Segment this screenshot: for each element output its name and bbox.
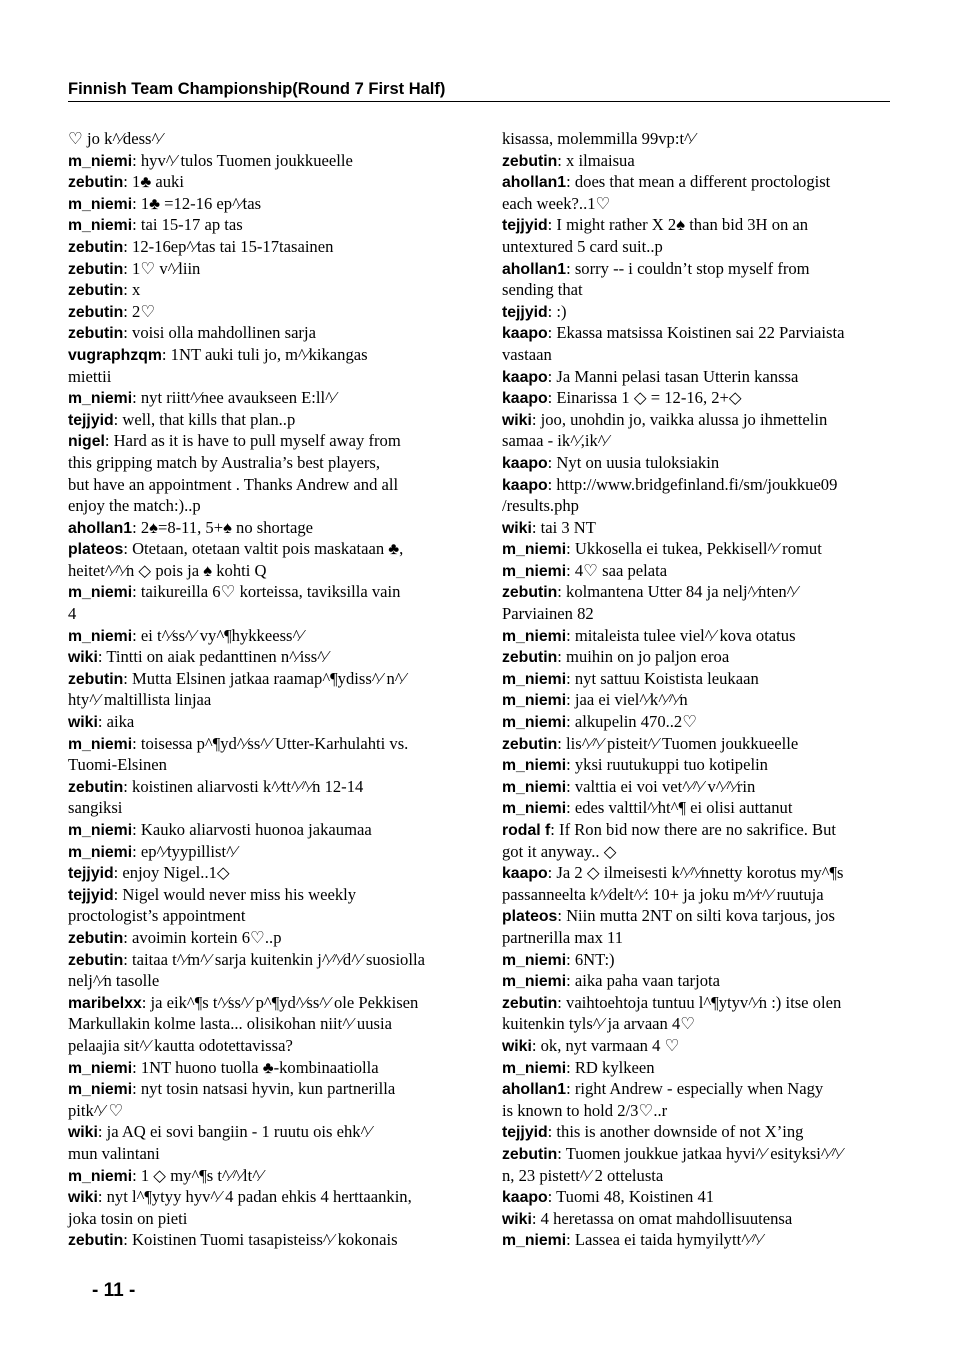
message-continuation: joka tosin on pieti	[68, 1208, 188, 1228]
chat-line	[68, 646, 466, 668]
speaker-name: m_niemi	[502, 757, 567, 775]
speaker-name: kaapo	[502, 476, 548, 494]
message-text: : Ja 2 ◇ ilmeisesti k^⁄^⁄nnetty korotus my^¶s	[547, 863, 844, 883]
speaker-name: kaapo	[502, 1189, 548, 1207]
speaker-name: m_niemi	[502, 541, 567, 559]
chat-line	[502, 387, 894, 409]
chat-line	[502, 668, 894, 690]
speaker-name: ahollan1	[502, 1081, 567, 1099]
chat-line	[502, 711, 894, 733]
message-text: : Otetaan, otetaan valtit pois maskataan ♣,	[123, 539, 404, 559]
speaker-name: tejjyid	[502, 217, 548, 235]
chat-line	[502, 970, 894, 992]
right-column	[502, 128, 894, 1251]
chat-line	[68, 1121, 466, 1143]
speaker-name: m_niemi	[68, 735, 133, 753]
speaker-name: zebutin	[502, 994, 558, 1012]
message-continuation: kisassa, molemmilla 99vp:t^⁄	[502, 129, 695, 148]
chat-line	[502, 776, 894, 798]
speaker-name: zebutin	[502, 152, 558, 170]
speaker-name: zebutin	[68, 778, 124, 796]
message-continuation: miettii	[68, 366, 112, 386]
message-text: : Nigel would never miss his weekly	[113, 884, 357, 904]
message-text: : 4 heretassa on omat mahdollisuutensa	[531, 1208, 793, 1228]
message-text: : Hard as it is have to pull myself away from	[104, 431, 401, 451]
message-text: : Einarissa 1 ◇ = 12-16, 2+◇	[547, 388, 742, 408]
chat-line	[68, 603, 466, 625]
message-text: : :)	[547, 301, 567, 321]
message-text: : jaa ei viel^⁄k^⁄^⁄n	[566, 690, 688, 710]
message-text: : tai 15-17 ap tas	[132, 215, 243, 235]
message-text: : nyt tosin natsasi hyvin, kun partnerilla	[132, 1079, 396, 1099]
speaker-name: wiki	[502, 411, 532, 429]
chat-line	[68, 387, 466, 409]
speaker-name: tejjyid	[68, 865, 114, 883]
chat-line	[502, 236, 894, 258]
chat-line	[502, 560, 894, 582]
chat-line	[502, 258, 894, 280]
chat-line	[502, 733, 894, 755]
chat-line	[502, 841, 894, 863]
chat-line	[502, 1057, 894, 1079]
chat-line	[68, 797, 466, 819]
message-text: : http://www.bridgefinland.fi/sm/joukkue09	[547, 474, 838, 494]
chat-line	[68, 625, 466, 647]
chat-line	[68, 538, 466, 560]
message-text: : 4♡ saa pelata	[566, 560, 668, 580]
chat-line	[502, 1165, 894, 1187]
chat-line	[68, 452, 466, 474]
message-continuation: proctologist’s appointment	[68, 906, 246, 926]
page-header	[68, 78, 888, 100]
chat-line	[68, 474, 466, 496]
speaker-name: kaapo	[502, 865, 548, 883]
chat-line	[68, 949, 466, 971]
message-continuation: this gripping match by Australia’s best players,	[68, 452, 381, 472]
speaker-name: kaapo	[502, 325, 548, 343]
chat-line	[502, 366, 894, 388]
chat-line	[68, 711, 466, 733]
message-text: : edes valttil^⁄ht^¶ ei olisi auttanut	[566, 798, 793, 818]
speaker-name: zebutin	[68, 238, 124, 256]
speaker-name: wiki	[502, 1210, 532, 1228]
message-text: : lis^⁄^⁄ pisteit^⁄ Tuomen joukkueelle	[557, 733, 799, 753]
chat-line	[502, 1013, 894, 1035]
chat-line	[68, 884, 466, 906]
message-continuation: pelaajia sit^⁄ kautta odotettavissa?	[68, 1035, 293, 1055]
speaker-name: m_niemi	[68, 584, 133, 602]
message-text: : Kauko aliarvosti huonoa jakaumaa	[132, 820, 372, 839]
message-continuation: pitk^⁄ ♡	[68, 1100, 124, 1120]
message-text: : 1NT auki tuli jo, m^⁄kikangas	[161, 344, 368, 364]
chat-line	[502, 1078, 894, 1100]
chat-line	[68, 301, 466, 323]
message-text: : Tuomen joukkue jatkaa hyvi^⁄ esityksi^⁄^⁄	[557, 1143, 843, 1163]
speaker-name: kaapo	[502, 390, 548, 408]
speaker-name: m_niemi	[502, 562, 567, 580]
speaker-name: zebutin	[68, 282, 124, 300]
speaker-name: m_niemi	[502, 627, 567, 645]
chat-line	[68, 279, 466, 301]
chat-line	[68, 970, 466, 992]
chat-line	[502, 1208, 894, 1230]
message-continuation: Parviainen 82	[502, 604, 594, 624]
speaker-name: m_niemi	[502, 714, 567, 732]
chat-line	[502, 1121, 894, 1143]
chat-line	[502, 171, 894, 193]
speaker-name: kaapo	[502, 368, 548, 386]
message-continuation: partnerilla max 11	[502, 927, 624, 947]
speaker-name: wiki	[502, 1037, 532, 1055]
chat-line	[502, 214, 894, 236]
speaker-name: wiki	[502, 519, 532, 537]
chat-line	[68, 841, 466, 863]
message-text: : Koistinen Tuomi tasapisteiss^⁄ kokonais	[123, 1230, 398, 1250]
speaker-name: m_niemi	[68, 822, 133, 839]
chat-line	[68, 409, 466, 431]
chat-line	[68, 927, 466, 949]
message-continuation: each week?..1♡	[502, 193, 611, 213]
speaker-name: zebutin	[502, 735, 558, 753]
chat-line	[68, 128, 466, 150]
message-continuation: ♡ jo k^⁄dess^⁄	[68, 129, 163, 148]
speaker-name: zebutin	[68, 951, 124, 969]
chat-line	[502, 625, 894, 647]
message-continuation: vastaan	[502, 344, 552, 364]
message-text: : If Ron bid now there are no sakrifice. But	[550, 820, 836, 839]
chat-line	[502, 279, 894, 301]
speaker-name: m_niemi	[502, 778, 567, 796]
speaker-name: zebutin	[68, 303, 124, 321]
message-text: : Mutta Elsinen jatkaa raamap^¶ydiss^⁄ n^⁄	[123, 668, 406, 688]
chat-line	[502, 754, 894, 776]
message-continuation: heitet^⁄^⁄n ◇ pois ja ♠ kohti Q	[68, 560, 267, 580]
message-text: : aika paha vaan tarjota	[566, 971, 720, 991]
chat-line	[68, 495, 466, 517]
message-text: : Ukkosella ei tukea, Pekkisell^⁄ romut	[566, 539, 822, 559]
speaker-name: m_niemi	[68, 1081, 133, 1099]
chat-line	[502, 128, 894, 150]
speaker-name: m_niemi	[68, 1059, 133, 1077]
chat-line	[68, 862, 466, 884]
document-title: Finnish Team Championship(Round 7 First Half)	[68, 80, 446, 98]
message-continuation: kuitenkin tyls^⁄ ja arvaan 4♡	[502, 1014, 696, 1034]
message-text: : valttia ei voi vet^⁄^⁄ v^⁄^⁄rin	[566, 776, 756, 796]
chat-line	[502, 819, 894, 841]
speaker-name: zebutin	[68, 670, 124, 688]
message-continuation: nelj^⁄n tasolle	[68, 971, 160, 991]
message-continuation: is known to hold 2/3♡..r	[502, 1100, 668, 1120]
chat-line	[68, 754, 466, 776]
chat-line	[68, 430, 466, 452]
message-text: : 1♣ =12-16 ep^⁄tas	[132, 193, 262, 213]
chat-line	[502, 927, 894, 949]
message-text: : 1♣ auki	[123, 172, 184, 192]
chat-line	[502, 862, 894, 884]
speaker-name: tejjyid	[68, 411, 114, 429]
speaker-name: m_niemi	[68, 152, 133, 170]
chat-line	[68, 905, 466, 927]
chat-line	[502, 1186, 894, 1208]
speaker-name: m_niemi	[68, 217, 133, 235]
chat-line	[68, 819, 466, 841]
message-text: : tai 3 NT	[531, 517, 596, 537]
chat-line	[502, 495, 894, 517]
message-continuation: n, 23 pistett^⁄ 2 ottelusta	[502, 1165, 664, 1185]
message-text: : nyt riitt^⁄nee avaukseen E:ll^⁄	[132, 388, 336, 408]
speaker-name: m_niemi	[502, 670, 567, 688]
message-continuation: passanneelta k^⁄delt^⁄: 10+ ja joku m^⁄r^⁄ ruutuja	[502, 884, 824, 904]
chat-line	[502, 1143, 894, 1165]
chat-line	[68, 776, 466, 798]
speaker-name: wiki	[68, 1124, 98, 1142]
message-text: : ja eik^¶s t^⁄ss^⁄ p^¶yd^⁄ss^⁄ ole Pekkisen	[141, 992, 419, 1012]
message-text: : 1NT huono tuolla ♣-kombinaatiolla	[132, 1057, 379, 1077]
speaker-name: tejjyid	[68, 886, 114, 904]
speaker-name: m_niemi	[68, 1167, 133, 1185]
message-text: : I might rather X 2♠ than bid 3H on an	[547, 215, 809, 235]
message-continuation: but have an appointment . Thanks Andrew and all	[68, 474, 399, 494]
message-text: : taitaa t^⁄m^⁄ sarja kuitenkin j^⁄^⁄d^⁄ suosiolla	[123, 949, 425, 969]
message-text: : mitaleista tulee viel^⁄ kova otatus	[566, 625, 796, 645]
speaker-name: plateos	[502, 908, 558, 926]
message-text: : enjoy Nigel..1◇	[113, 863, 230, 883]
chat-line	[502, 430, 894, 452]
speaker-name: m_niemi	[502, 1232, 567, 1250]
message-text: : does that mean a different proctologist	[566, 172, 831, 192]
message-text: : hyv^⁄ tulos Tuomen joukkueelle	[132, 150, 353, 170]
message-text: : ok, nyt varmaan 4 ♡	[531, 1035, 680, 1055]
speaker-name: maribelxx	[68, 994, 142, 1012]
chat-line	[502, 474, 894, 496]
message-text: : yksi ruutukuppi tuo kotipelin	[566, 755, 768, 775]
speaker-name: m_niemi	[68, 843, 133, 861]
message-text: : ei t^⁄ss^⁄ vy^¶hykkeess^⁄	[132, 625, 304, 645]
speaker-name: ahollan1	[502, 260, 567, 278]
chat-line	[68, 517, 466, 539]
speaker-name: m_niemi	[68, 627, 133, 645]
chat-line	[68, 1165, 466, 1187]
speaker-name: zebutin	[502, 1145, 558, 1163]
chat-line	[502, 1229, 894, 1251]
speaker-name: plateos	[68, 541, 124, 559]
speaker-name: m_niemi	[502, 951, 567, 969]
speaker-name: m_niemi	[502, 800, 567, 818]
message-continuation: Markullakin kolme lasta... olisikohan niit^⁄ uusia	[68, 1014, 392, 1034]
speaker-name: m_niemi	[68, 390, 133, 408]
message-text: : ep^⁄tyypillist^⁄	[132, 841, 237, 861]
speaker-name: m_niemi	[502, 692, 567, 710]
left-column	[68, 128, 466, 1251]
message-text: : Tuomi 48, Koistinen 41	[547, 1187, 715, 1207]
speaker-name: ahollan1	[502, 174, 567, 192]
chat-line	[68, 214, 466, 236]
chat-line	[68, 1143, 466, 1165]
message-continuation: samaa - ik^⁄,ik^⁄	[502, 431, 609, 451]
message-continuation: hty^⁄ maltillista linjaa	[68, 690, 212, 710]
chat-line	[502, 150, 894, 172]
chat-line	[68, 1078, 466, 1100]
message-text: : alkupelin 470..2♡	[566, 712, 698, 732]
speaker-name: nigel	[68, 433, 105, 451]
chat-line	[68, 1035, 466, 1057]
chat-line	[502, 344, 894, 366]
message-text: : nyt l^¶ytyy hyv^⁄ 4 padan ehkis 4 herttaankin,	[97, 1187, 412, 1207]
message-continuation: /results.php	[502, 496, 579, 516]
chat-line	[502, 992, 894, 1014]
message-text: : 1 ◇ my^¶s t^⁄^⁄lt^⁄	[132, 1165, 263, 1185]
chat-line	[68, 193, 466, 215]
chat-line	[68, 1229, 466, 1251]
message-text: : Niin mutta 2NT on silti kova tarjous, jos	[557, 906, 835, 926]
chat-line	[68, 689, 466, 711]
speaker-name: zebutin	[502, 649, 558, 667]
page-number: - 11 -	[92, 1280, 136, 1301]
speaker-name: rodal f	[502, 822, 551, 839]
chat-line	[502, 409, 894, 431]
message-text: : right Andrew - especially when Nagy	[566, 1079, 824, 1099]
message-continuation: got it anyway.. ◇	[502, 841, 617, 861]
chat-line	[502, 581, 894, 603]
message-text: : kolmantena Utter 84 ja nelj^⁄nten^⁄	[557, 582, 798, 602]
chat-line	[68, 322, 466, 344]
message-text: : 6NT:)	[566, 949, 615, 969]
message-text: : nyt sattuu Koistista leukaan	[566, 668, 759, 688]
message-text: : Lassea ei taida hymyilytt^⁄^⁄	[566, 1230, 763, 1250]
chat-line	[502, 517, 894, 539]
speaker-name: wiki	[68, 1189, 98, 1207]
message-text: : toisessa p^¶yd^⁄ss^⁄ Utter-Karhulahti vs.	[132, 733, 409, 753]
speaker-name: kaapo	[502, 454, 548, 472]
chat-line	[68, 733, 466, 755]
message-text: : voisi olla mahdollinen sarja	[123, 323, 316, 343]
message-continuation: 4	[68, 604, 77, 624]
chat-line	[502, 1035, 894, 1057]
speaker-name: zebutin	[68, 260, 124, 278]
speaker-name: m_niemi	[502, 973, 567, 991]
chat-line	[68, 560, 466, 582]
speaker-name: tejjyid	[502, 303, 548, 321]
message-text: : sorry -- i couldn’t stop myself from	[566, 258, 810, 278]
message-text: : avoimin kortein 6♡..p	[123, 927, 282, 947]
message-continuation: mun valintani	[68, 1143, 160, 1163]
message-text: : aika	[97, 712, 135, 732]
message-text: : this is another downside of not X’ing	[547, 1122, 804, 1142]
chat-line	[502, 797, 894, 819]
chat-line	[502, 193, 894, 215]
chat-line	[502, 646, 894, 668]
speaker-name: zebutin	[68, 1232, 124, 1250]
speaker-name: zebutin	[68, 929, 124, 947]
chat-line	[502, 689, 894, 711]
message-continuation: untextured 5 card suit..p	[502, 236, 663, 256]
speaker-name: m_niemi	[68, 195, 133, 213]
message-text: : Nyt on uusia tuloksiakin	[547, 452, 720, 472]
message-text: : ja AQ ei sovi bangiin - 1 ruutu ois ehk^⁄	[97, 1122, 372, 1142]
speaker-name: zebutin	[502, 584, 558, 602]
chat-line	[68, 1013, 466, 1035]
chat-line	[68, 668, 466, 690]
chat-line	[68, 992, 466, 1014]
chat-line	[68, 581, 466, 603]
speaker-name: m_niemi	[502, 1059, 567, 1077]
chat-line	[68, 1100, 466, 1122]
message-continuation: sangiksi	[68, 798, 123, 818]
chat-line	[502, 538, 894, 560]
speaker-name: vugraphzqm	[68, 346, 162, 364]
message-text: : 2♠=8-11, 5+♠ no shortage	[132, 517, 313, 537]
speaker-name: zebutin	[68, 325, 124, 343]
chat-line	[68, 1186, 466, 1208]
message-text: : muihin on jo paljon eroa	[557, 647, 730, 667]
message-text: : 12-16ep^⁄tas tai 15-17tasainen	[123, 236, 334, 256]
message-text: : taikureilla 6♡ korteissa, taviksilla vain	[132, 582, 401, 602]
chat-line	[502, 301, 894, 323]
message-text: : Tintti on aiak pedanttinen n^⁄iss^⁄	[97, 647, 328, 667]
message-text: : well, that kills that plan..p	[113, 409, 296, 429]
chat-line	[68, 150, 466, 172]
chat-line	[68, 171, 466, 193]
chat-line	[502, 1100, 894, 1122]
message-text: : x	[123, 280, 141, 300]
chat-line	[68, 258, 466, 280]
message-text: : x ilmaisua	[557, 150, 635, 170]
chat-line	[502, 322, 894, 344]
chat-line	[68, 1208, 466, 1230]
chat-line	[68, 344, 466, 366]
chat-line	[68, 1057, 466, 1079]
message-text: : joo, unohdin jo, vaikka alussa jo ihmettelin	[531, 409, 828, 429]
chat-line	[502, 452, 894, 474]
message-text: : koistinen aliarvosti k^⁄tt^⁄^⁄n 12-14	[123, 776, 364, 796]
chat-line	[502, 905, 894, 927]
speaker-name: ahollan1	[68, 519, 133, 537]
message-continuation: Tuomi-Elsinen	[68, 755, 167, 775]
chat-line	[68, 366, 466, 388]
chat-line	[502, 949, 894, 971]
message-text: : 1♡ v^⁄liin	[123, 258, 201, 278]
speaker-name: wiki	[68, 714, 98, 732]
chat-line	[68, 236, 466, 258]
message-text: : vaihtoehtoja tuntuu l^¶ytyv^⁄n :) itse olen	[557, 992, 842, 1012]
message-continuation: sending that	[502, 280, 583, 300]
chat-line	[502, 603, 894, 625]
message-text: : Ja Manni pelasi tasan Utterin kanssa	[547, 366, 799, 386]
header-divider	[68, 101, 890, 102]
speaker-name: wiki	[68, 649, 98, 667]
message-text: : RD kylkeen	[566, 1057, 655, 1077]
speaker-name: tejjyid	[502, 1124, 548, 1142]
speaker-name: zebutin	[68, 174, 124, 192]
message-continuation: enjoy the match:)..p	[68, 496, 201, 516]
message-text: : 2♡	[123, 301, 156, 321]
chat-line	[502, 884, 894, 906]
message-text: : Ekassa matsissa Koistinen sai 22 Parviaista	[547, 323, 845, 343]
